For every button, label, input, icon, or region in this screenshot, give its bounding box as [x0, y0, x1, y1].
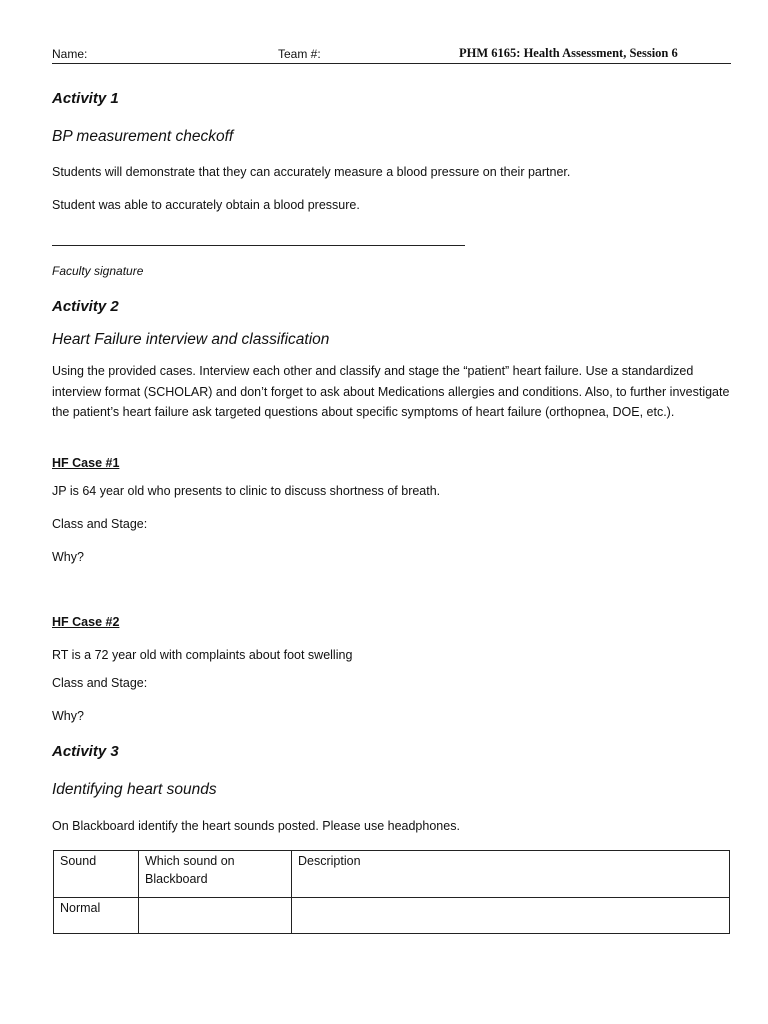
activity2-paragraph: Using the provided cases. Interview each other and classify and stage the “patient” heart failure. Use a standardized interview format (SCHOLAR) and don’t forget to ask about Medications allergies and conditions. Also, to further investigate the patient’s heart failure ask targeted questions about specific symptoms of heart failure (orthopnea, DOE, etc.). — [52, 364, 730, 419]
table-cell[interactable] — [292, 898, 730, 934]
signature-line — [52, 245, 465, 246]
header-rule — [52, 63, 731, 64]
table-cell[interactable] — [139, 898, 292, 934]
team-label: Team #: — [278, 47, 321, 61]
case1-why: Why? — [52, 550, 84, 564]
table-header-cell: Sound — [54, 851, 139, 898]
activity3-instruction: On Blackboard identify the heart sounds posted. Please use headphones. — [52, 819, 460, 833]
table-header-cell — [139, 851, 292, 898]
activity1-line2: Student was able to accurately obtain a blood pressure. — [52, 198, 360, 212]
case2-why: Why? — [52, 709, 84, 723]
table-header-text: Which sound on Blackboard — [145, 854, 235, 886]
case2-title: HF Case #2 — [52, 615, 120, 629]
case1-description: JP is 64 year old who presents to clinic to discuss shortness of breath. — [52, 484, 441, 498]
case2-description: RT is a 72 year old with complaints about foot swelling — [52, 648, 353, 662]
activity2-title: Activity 2 — [52, 298, 119, 315]
activity3-title: Activity 3 — [52, 743, 119, 760]
case2-class-stage: Class and Stage: — [52, 676, 148, 690]
activity3-subtitle: Identifying heart sounds — [52, 781, 217, 798]
case1-class-stage: Class and Stage: — [52, 517, 148, 531]
activity1-title: Activity 1 — [52, 90, 119, 107]
signature-label: Faculty signature — [52, 264, 144, 278]
activity2-subtitle: Heart Failure interview and classification — [52, 331, 330, 348]
name-label: Name: — [52, 47, 88, 61]
course-title: PHM 6165: Health Assessment, Session 6 — [459, 46, 678, 60]
heart-sounds-table — [53, 850, 730, 934]
table-header-row — [54, 851, 730, 898]
table-cell: Normal — [54, 898, 139, 934]
activity1-line1: Students will demonstrate that they can accurately measure a blood pressure on their partner. — [52, 165, 571, 179]
case1-title: HF Case #1 — [52, 456, 120, 470]
activity1-subtitle: BP measurement checkoff — [52, 128, 234, 145]
table-row — [54, 898, 730, 934]
table-header-cell: Description — [292, 851, 730, 898]
